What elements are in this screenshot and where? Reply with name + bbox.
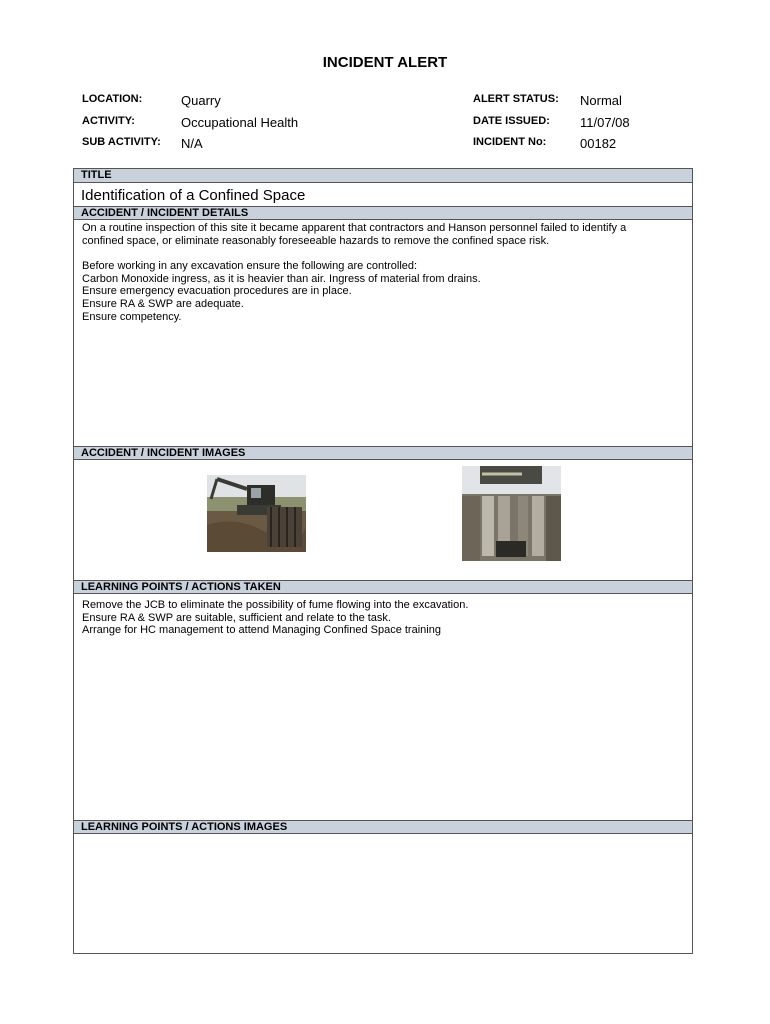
date-issued-value: 11/07/08 [580, 115, 630, 130]
incident-photo-trench [462, 466, 561, 561]
sub-activity-label: SUB ACTIVITY: [82, 136, 161, 148]
incident-photo-excavator [207, 475, 306, 552]
images-section-header: ACCIDENT / INCIDENT IMAGES [74, 446, 692, 460]
sub-activity-value: N/A [181, 136, 203, 151]
incident-no-label: INCIDENT No: [473, 136, 547, 148]
date-issued-label: DATE ISSUED: [473, 115, 550, 127]
details-line: Before working in any excavation ensure the following are controlled: [82, 260, 418, 273]
details-line: Ensure RA & SWP are adequate. [82, 297, 244, 310]
details-section-header: ACCIDENT / INCIDENT DETAILS [74, 206, 692, 220]
learning-line: Remove the JCB to eliminate the possibility of fume flowing into the excavation. [82, 599, 469, 611]
learning-line: Arrange for HC management to attend Managing Confined Space training [82, 624, 441, 637]
alert-status-label: ALERT STATUS: [473, 93, 559, 105]
learning-images-section-header: LEARNING POINTS / ACTIONS IMAGES [74, 820, 692, 834]
learning-line: Ensure RA & SWP are suitable, sufficient and relate to the task. [82, 611, 391, 624]
details-line: On a routine inspection of this site it became apparent that contractors and Hanson personnel failed to identify a [82, 222, 627, 234]
title-section-header: TITLE [74, 169, 692, 183]
details-text [82, 222, 682, 323]
details-line: Ensure competency. [82, 310, 182, 323]
activity-label: ACTIVITY: [82, 115, 135, 127]
incident-no-value: 00182 [580, 136, 617, 151]
learning-section-header: LEARNING POINTS / ACTIONS TAKEN [74, 580, 692, 594]
details-line: confined space, or eliminate reasonably foreseeable hazards to remove the confined space risk. [82, 234, 550, 247]
alert-status-value: Normal [580, 93, 622, 108]
details-line: Carbon Monoxide ingress, as it is heavier than air. Ingress of material from drains. [82, 272, 481, 285]
activity-value: Occupational Health [181, 115, 299, 130]
page-title: INCIDENT ALERT [322, 54, 448, 71]
incident-title: Identification of a Confined Space [81, 187, 306, 204]
details-line: Ensure emergency evacuation procedures are in place. [82, 285, 352, 298]
location-value: Quarry [181, 93, 221, 108]
incident-form [73, 168, 693, 954]
location-label: LOCATION: [82, 93, 143, 105]
learning-text [82, 599, 682, 637]
